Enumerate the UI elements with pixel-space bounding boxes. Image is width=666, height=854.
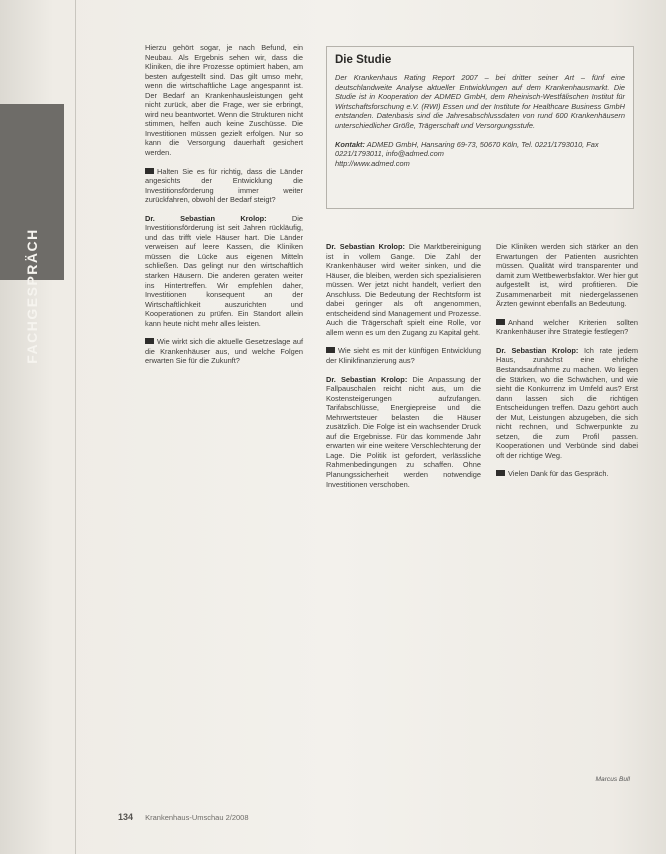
page-number: 134 (118, 812, 134, 822)
section-tab (0, 104, 64, 364)
study-box-title: Die Studie (335, 54, 392, 66)
article-column-1 (145, 43, 303, 375)
question-text: Anhand welcher Kriterien sollten Krankenhäuser ihre Strategie festlegen? (496, 317, 638, 337)
answer (496, 346, 638, 461)
paragraph: Hierzu gehört sogar, je nach Befund, ein Neubau. Als Ergebnis sehen wir, dass die Kliniken, die ihre Prozesse optimiert haben, am besten aufgestellt sind. Das gilt umso mehr, wenn die wirtschaftliche Lage angespannt ist. Der Bedarf an Krankenhausleistungen geht nicht zurück, aber die Frage, wer sie erbringt, wird neu beantwortet. Wenn die Strukturen nicht stimmen, helfen auch keine Zuschüsse. Die Investitionen müssen gezielt erfolgen. Nur so kann die Versorgung dauerhaft gesichert werden. (145, 43, 303, 158)
paragraph: Die Kliniken werden sich stärker an den Erwartungen der Patienten ausrichten müssen. Qualität wird transparenter und damit zum Wettbewerbsfaktor. Wer hier gut aufgestellt ist, wird profitieren. Die Zusammenarbeit mit niedergelassenen Ärzten gewinnt ebenfalls an Bedeutung. (496, 242, 638, 309)
study-box-body: Der Krankenhaus Rating Report 2007 – bei dritter seiner Art – fünf eine deutschlandweite Analyse aktueller Entwicklungen auf dem Krankenhausmarkt. Die Studie ist in Kooperation der ADMED GmbH, dem Rheinisch-Westfälischen Institut für Wirtschaftsforschung e.V. (RWI) Essen und der Institute for Healthcare Business GmbH entstanden. Datenbasis sind die Jahresabschlussdaten von rund 600 Krankenhäusern unterschiedlicher Größe, Trägerschaft und Versorgungsstufe. (335, 73, 625, 130)
speaker-name: Dr. Sebastian Krolop: (145, 213, 267, 223)
question-marker-icon (326, 347, 335, 353)
page-binding-edge (75, 0, 76, 854)
contact-details: ADMED GmbH, Hansaring 69-73, 50670 Köln, Tel. 0221/1793010, Fax 0221/1793011, info@admed.com (335, 139, 599, 159)
article-column-2 (326, 242, 481, 498)
contact-url-link[interactable]: http://www.admed.com (335, 158, 410, 168)
answer (326, 375, 481, 490)
question-text: Halten Sie es für richtig, dass die Länder angesichts der Entwicklung die Investitionsförderung immer weiter zurückfahren, obwohl der Bedarf steigt? (145, 166, 303, 205)
answer-text: Ich rate jedem Haus, zunächst eine ehrliche Bestandsaufnahme zu machen. Wo liegen die Stärken, wo die Schwächen, und wie sieht die Konkurrenz im Umfeld aus? Erst dann lassen sich die richtigen Entscheidungen treffen. Dazu gehört auch der Mut, Leistungen abzugeben, die sich nicht rechnen, und Schwerpunkte zu setzen, die zum Profil passen. Kooperationen und Verbünde sind dabei oft der richtige Weg. (496, 345, 638, 460)
question-text: Wie sieht es mit der künftigen Entwicklung der Klinikfinanzierung aus? (326, 346, 481, 366)
question-marker-icon (145, 168, 154, 174)
article-column-3 (496, 242, 638, 488)
question-marker-icon (145, 338, 154, 344)
answer (145, 214, 303, 329)
question (496, 318, 638, 337)
question (145, 167, 303, 205)
speaker-name: Dr. Sebastian Krolop: (326, 374, 408, 384)
study-info-box (326, 46, 634, 209)
section-tab-label: FACHGESPRÄCH (24, 228, 40, 364)
question (496, 469, 638, 479)
question-marker-icon (496, 319, 505, 325)
question-marker-icon (496, 470, 505, 476)
answer-text: Die Anpassung der Fallpauschalen reicht nicht aus, um die Kostensteigerungen aufzufangen. Tarifabschlüsse, Energiepreise und die Mehrwertsteuer belasten die Häuser zusätzlich. Die Folge ist ein wachsender Druck auf die Ergebnisse. Für das kommende Jahr erwarten wir eine weitere Verschlechterung der Lage. Die Politik ist gefordert, verlässliche Rahmenbedingungen zu schaffen. Ohne Planungssicherheit werden notwendige Investitionen verschoben. (326, 374, 482, 489)
answer (326, 242, 481, 337)
speaker-name: Dr. Sebastian Krolop: (496, 345, 579, 355)
answer-text: Die Marktbereinigung ist in vollem Gange. Die Zahl der Krankenhäuser wird weiter sinken, und die Häuser, die bleiben, werden sich spezialisieren müssen. Wer jetzt nicht handelt, verliert den Anschluss. Die Bedeutung der Rechtsform ist dabei geringer als oft angenommen, entscheidend sind Management und Prozesse. Auch die Trägerschaft spielt eine Rolle, vor allem wenn es um den Zugang zu Kapital geht. (326, 242, 481, 337)
publication-name: Krankenhaus-Umschau 2/2008 (145, 813, 249, 822)
question (145, 337, 303, 366)
closing-text: Vielen Dank für das Gespräch. (508, 469, 609, 479)
author-byline: Marcus Bull (595, 776, 630, 783)
study-box-contact (335, 140, 625, 169)
answer-text: Die Investitionsförderung ist seit Jahren rückläufig, und das trifft viele Häuser hart. Die Länder verweisen auf leere Kassen, die Kliniken müssen die Lücke aus eigenen Mitteln schließen. Das gelingt nur den wirtschaftlich starken Häusern. Die anderen geraten weiter ins Hintertreffen. Wir empfehlen daher, Investitionen konsequent an der Wirtschaftlichkeit auszurichten und Kooperationen zu prüfen. Ein Standort allein kann heute nicht mehr alles leisten. (145, 213, 303, 328)
contact-label: Kontakt: (335, 139, 365, 149)
speaker-name: Dr. Sebastian Krolop: (326, 242, 405, 251)
question-text: Wie wirkt sich die aktuelle Gesetzeslage auf die Krankenhäuser aus, und welche Folgen erwarten Sie für die Zukunft? (145, 337, 303, 366)
page-footer (118, 812, 249, 822)
question (326, 346, 481, 365)
